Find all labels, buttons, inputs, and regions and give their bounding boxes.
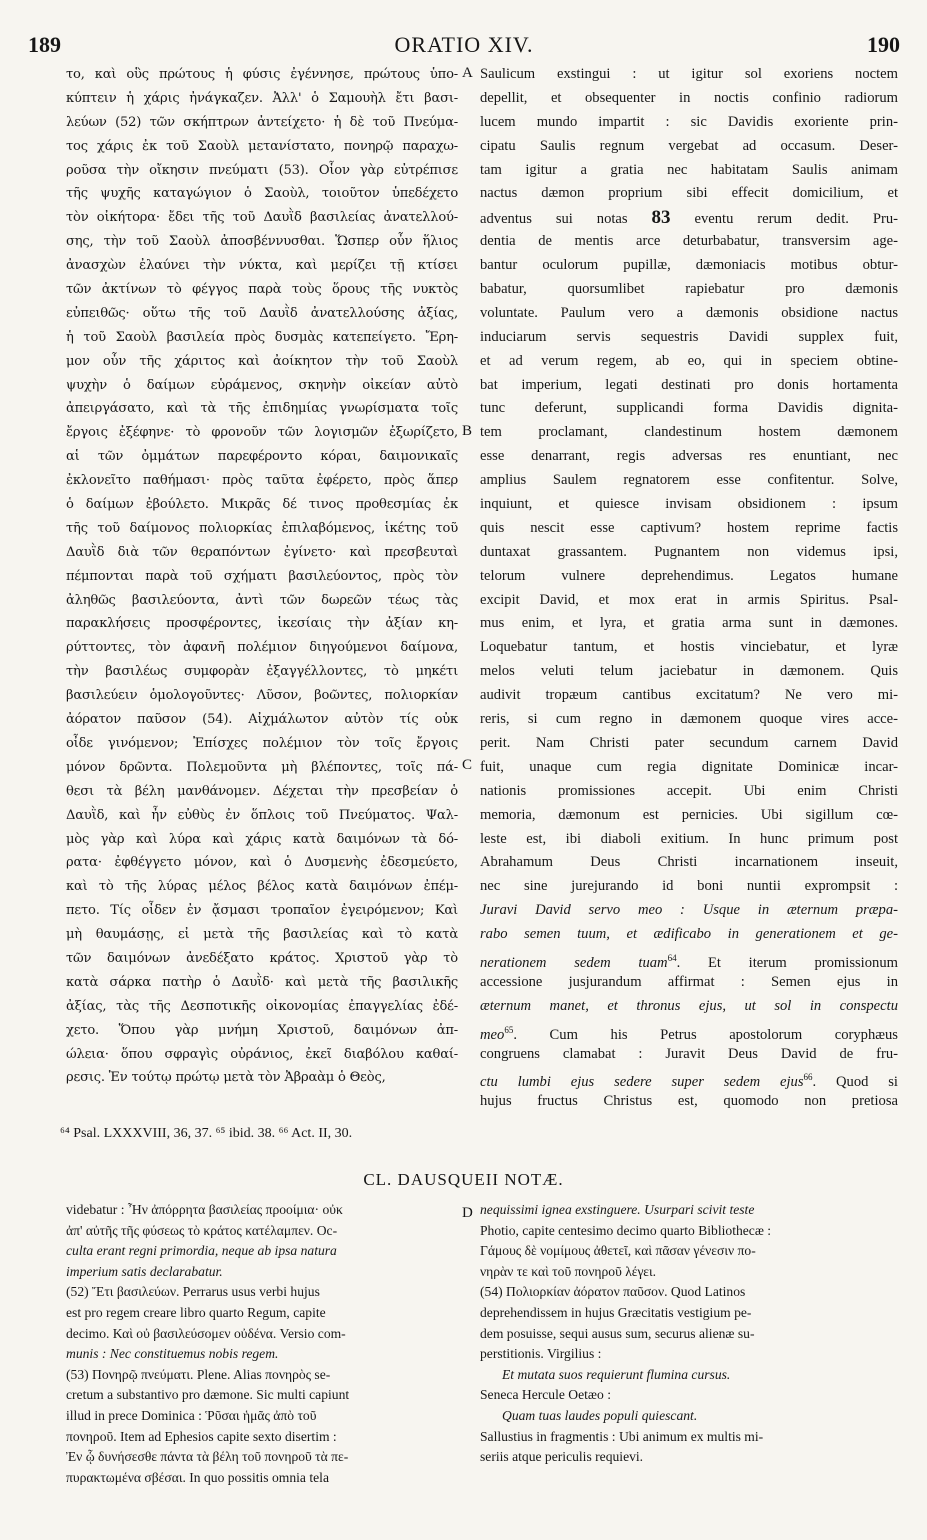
note-line: ἀπ' αὐτῆς τῆς φύσεως τὸ κράτος κατέλαμπεν. Oc- — [66, 1222, 338, 1238]
note-line: Photio, capite centesimo decimo quarto Bibliothecæ : — [480, 1222, 772, 1238]
latin-line — [480, 708, 898, 732]
greek-line: μον οὖν τῆς χάριτος καὶ ἀοίκητον τὴν τοῦ Σαοὺλ — [66, 353, 458, 369]
latin-text: leste est, ibi diaboli exitium. In hunc primum post — [480, 830, 898, 847]
note-line: (54) Πολιορκίαν ἀόρατον παῦσον. Quod Latinos — [480, 1284, 746, 1300]
latin-text: . Et iterum promissionum — [676, 954, 898, 971]
note-line: πονηροῦ. Item ad Ephesios capite sexto disertim : — [66, 1428, 337, 1444]
greek-line: ρύττοντες, τὸν ἀφανῆ πολέμιον διηγούμενοι δαίμονα, — [66, 640, 458, 656]
latin-line — [480, 469, 898, 493]
latin-line — [480, 87, 898, 111]
latin-line — [480, 230, 898, 254]
note-line: nequissimi ignea exstinguere. Usurpari scivit teste — [480, 1202, 755, 1217]
greek-line: ψυχὴν ὁ δαίμων εὑράμενος, σκηνὴν οἰκείαν αὐτὸ — [66, 377, 458, 393]
latin-text: nationis promissiones accepit. Ubi enim Christi — [480, 782, 898, 799]
greek-line: οἶδε γινόμενον; Ἐπίσχες πολέμιον τὸν τοῖς ἔργοις — [66, 735, 458, 751]
greek-line: θεσι τὰ βέλη μανθάνομεν. Δέχεται τὴν πρεσβείαν ὁ — [66, 783, 458, 799]
latin-line — [480, 254, 898, 278]
greek-line: το, καὶ οὓς πρώτους ἡ φύσις ἐγέννησε, πρώτους ὑπο- — [66, 67, 458, 82]
greek-line: ἀόρατον παῦσον (54). Αἰχμάλωτον αὐτὸν τίς οὐκ — [66, 712, 458, 728]
latin-line — [480, 756, 898, 780]
latin-line — [480, 804, 898, 828]
latin-text: audivit tropæum cantibus excitatum? Ne vero mi- — [480, 687, 898, 704]
greek-line: αἱ τῶν ὀμμάτων παρεφέροντο κόραι, δαιμονικαῖς — [66, 449, 458, 465]
greek-line: τῶν δαιμόνων ἀνεδέξατο κράτος. Χριστοῦ γὰρ τὸ — [66, 950, 458, 966]
note-line: Et mutata suos requierunt flumina cursus. — [502, 1366, 731, 1382]
latin-text: Saulicum exstingui : ut igitur sol exoriens noctem — [480, 66, 898, 82]
latin-line — [480, 421, 898, 445]
latin-line — [480, 971, 898, 995]
greek-line: ἀπειργάσατο, καὶ τὰ τῆς ἐπιδημίας γνωρίσματα τοῖς — [66, 401, 458, 417]
latin-text: nec sine jurejurando id boni nuntii exprompsit : — [480, 878, 898, 895]
latin-text: esse denarrant, regis adversas res enuntiant, nec — [480, 448, 898, 465]
greek-line: παρακλήσεις προσφέροντες, ἱκεσίαις τὴν ἀξίαν κη- — [66, 616, 458, 632]
latin-text: induciarum servis sequestris Davidi supplex fuit, — [480, 328, 898, 345]
latin-text: meo — [480, 1026, 505, 1043]
footnote-ref: 64 — [667, 952, 677, 963]
latin-line — [480, 182, 898, 206]
latin-text: tem proclamant, clandestinum hostem dæmonem — [480, 424, 898, 441]
greek-line: βασιλεύειν ὁμολογοῦντες· Λῦσον, βοῶντες, πολιορκίαν — [66, 688, 458, 704]
latin-text: depellit, et obsequenter in noctis confinio radiorum — [480, 89, 898, 106]
greek-line: ἐκλονεῖτο παθήμασι· πρὸς ταῦτα ἐφέρετο, πρὸς ἅπερ — [66, 473, 458, 489]
margin-letter-b: B — [462, 423, 473, 439]
latin-text: amplius Saulem regnatorem esse confitentur. Solve, — [480, 472, 898, 489]
marginal-marker: 83 — [651, 207, 671, 229]
latin-text: Juravi David servo meo : Usque in æternum præpa- — [480, 902, 898, 919]
notes-title: CL. DAUSQUEII NOTÆ. — [363, 1170, 564, 1189]
footnote-ref: 66 — [803, 1072, 813, 1083]
note-line: Seneca Hercule Oetæo : — [480, 1387, 611, 1403]
latin-text: inquiunt, et quiesce invisam obsidionem : ipsum — [480, 496, 898, 513]
greek-line: μὸς γὰρ καὶ λύρα καὶ χάρις κατὰ δαιμόνων τὰ δό- — [66, 831, 458, 847]
latin-text: cipatu Saulis regnum vergebat ad occasum. Deser- — [480, 137, 898, 154]
latin-text: voluntate. Paulum vero a dæmonis obsidione nactus — [480, 304, 898, 321]
note-line: videbatur : Ἦν ἀπόρρητα βασιλείας προοίμια· οὐκ — [66, 1202, 343, 1217]
greek-line: χετο. Ὅπου γὰρ μνήμη Χριστοῦ, δαιμόνων ἀπ- — [66, 1022, 458, 1038]
latin-text-column — [480, 63, 898, 1114]
note-line: Ἐν ᾧ δυνήσεσθε πάντα τὰ βέλη τοῦ πονηροῦ τὰ πε- — [66, 1449, 349, 1465]
latin-text: telorum vulnere deprehendimus. Legatos humane — [480, 567, 898, 584]
latin-text: æternum manet, et thronus ejus, ut sol in conspectu — [480, 997, 898, 1014]
greek-line: ἔργοις ἐξέφηνε· τὸ φρονοῦν τῶν λογισμῶν ἐξωρίζετο, — [66, 425, 458, 441]
latin-text: tunc deferunt, supplicandi forma Davidis dignita- — [480, 400, 898, 417]
note-line: πυρακτωμένα σβέσαι. In quo possitis omnia tela — [66, 1469, 329, 1485]
note-line: est pro regem creare libro quarto Regum, capite — [66, 1304, 326, 1320]
note-line: deprehendissem in hujus Græcitatis vestigium pe- — [480, 1304, 752, 1320]
latin-line — [480, 374, 898, 398]
latin-line — [480, 517, 898, 541]
latin-text: . Quod si — [812, 1074, 898, 1091]
latin-text: adventus sui notas — [480, 211, 628, 228]
latin-line — [480, 541, 898, 565]
footnote-ref: 65 — [504, 1024, 514, 1035]
margin-letter-a: A — [462, 65, 473, 81]
latin-line — [480, 875, 898, 899]
latin-line — [480, 995, 898, 1019]
greek-line: κατὰ σάρκα πατὴρ ὁ Δαυῒδ· καὶ μετὰ τῆς βασιλικῆς — [66, 974, 458, 990]
latin-text: bantur oculorum pupillæ, dæmoniacis motibus obtur- — [480, 257, 898, 274]
latin-line — [480, 732, 898, 756]
greek-line: ώλεια· ὅπου σφραγὶς οὐράνιος, ἐκεῖ διαβόλου καθαί- — [66, 1046, 458, 1062]
latin-text: Loquebatur tantum, et hostis vinciebatur, et lyræ — [480, 639, 898, 656]
greek-line: μὴ θαυμάσῃς, εἰ μετὰ τῆς βασιλείας καὶ τὸ κατὰ — [66, 927, 458, 943]
latin-line — [480, 1043, 898, 1067]
latin-text: quis nescit esse captivum? hostem reprime factis — [480, 519, 898, 536]
greek-line: λεύων (52) τῶν σκήπτρων ἀντείχετο· ἡ δὲ τοῦ Πνεύμα- — [66, 114, 458, 130]
latin-line — [480, 278, 898, 302]
note-line: (52) Ἔτι βασιλεύων. Perrarus usus verbi hujus — [66, 1284, 320, 1300]
greek-line: τος χάρις ἐκ τοῦ Σαοὺλ μετανίστατο, πονηρῷ παραχω- — [66, 138, 458, 154]
latin-line — [480, 923, 898, 947]
latin-line — [480, 899, 898, 923]
margin-letter-d: D — [462, 1205, 473, 1221]
latin-line — [480, 565, 898, 589]
note-line: perstitionis. Virgilius : — [480, 1346, 602, 1362]
latin-text: fuit, unaque cum regia dignitate Dominicæ incar- — [480, 758, 898, 775]
latin-text: dentia de mentis arce deturbabatur, transversim age- — [480, 233, 898, 250]
latin-text: babatur, quorsumlibet rapiebatur pro dæmonis — [480, 281, 898, 298]
page-number-right: 190 — [867, 32, 900, 57]
greek-text-column — [66, 63, 458, 1090]
note-line: culta erant regni primordia, neque ab ipsa natura — [66, 1243, 337, 1259]
greek-line: ροῦσα τὴν οἴκησιν πνεύματι (53). Οἷον γὰρ εὐτρέπισε — [66, 162, 458, 178]
note-line: νηρὰν τε καὶ τοῦ πονηροῦ λέγει. — [480, 1263, 657, 1279]
greek-line: τὸν οἰκήτορα· ἔδει τῆς τοῦ Δαυῒδ βασιλείας ἀνατελλού- — [66, 210, 458, 226]
greek-line: ἀληθῶς βασιλεύοντα, ἀντὶ τῶν δωρεῶν τέως τὰς — [66, 592, 458, 608]
latin-text: et ad verum regem, ab eo, qui in speciem obtine- — [480, 352, 898, 369]
greek-line: τῆς ψυχῆς καταγώγιον ὁ Σαοὺλ, τοιοῦτον ὑπεδέχετο — [66, 186, 458, 202]
greek-line: πετο. Τίς οἶδεν ἐν ᾄσμασι τροπαῖον ἐγειρόμενον; Καὶ — [66, 903, 458, 919]
note-line: munis : Nec constituemus nobis regem. — [66, 1346, 279, 1362]
latin-text: ctu lumbi ejus sedere super sedem ejus — [480, 1074, 804, 1091]
latin-text: perit. Nam Christi pater secundum carnem David — [480, 734, 898, 751]
latin-text: memoria, dæmonum est pernicies. Ubi sigillum cœ- — [480, 806, 898, 823]
greek-line: μόνον δρῶντα. Πολεμοῦντα μὴ βλέποντες, τοῖς πά- — [66, 759, 458, 775]
greek-line: τῆς τοῦ δαίμονος πολιορκίας ἐπιλαβόμενος, ἱκέτης τοῦ — [66, 520, 458, 536]
note-line: cretum a substantivo pro dæmone. Sic multi capiunt — [66, 1387, 350, 1403]
margin-letter-c: C — [462, 757, 473, 773]
latin-text: eventu rerum dedit. Pru- — [694, 211, 898, 228]
latin-text: tam igitur a gratia nec habitatam Saulis animam — [480, 161, 898, 178]
note-line: Γάμους δὲ νομίμους ἀθετεῖ, καὶ πᾶσαν γένεσιν πο- — [480, 1243, 756, 1259]
latin-line — [480, 350, 898, 374]
greek-line: κύπτειν ἡ χάρις ἠνάγκαζεν. Ἀλλ' ὁ Σαμουὴλ ἔτι βασι- — [66, 90, 458, 106]
latin-line — [480, 947, 898, 971]
notes-left-column — [66, 1200, 458, 1488]
latin-line — [480, 111, 898, 135]
latin-text: melos veluti telum jaciebatur in dæmonem. Quis — [480, 663, 898, 680]
note-line: Quam tuas laudes populi quiescant. — [502, 1407, 698, 1423]
latin-line — [480, 780, 898, 804]
greek-line: εὐπειθῶς· οὕτω τῆς τοῦ Δαυῒδ ἀνατελλούσης ἀξίας, — [66, 305, 458, 321]
note-line: seriis atque periculis requievi. — [480, 1449, 644, 1465]
latin-line — [480, 684, 898, 708]
greek-line: ρεσις. Ἐν τούτῳ πρώτῳ μετὰ τὸν Ἀβραὰμ ὁ Θεὸς, — [66, 1070, 386, 1086]
greek-line: ἀξίας, τὰς τῆς Δεσποτικῆς οἰκονομίας ἐπαγγελίας ἐδέ- — [66, 998, 458, 1014]
greek-line: Δαυῒδ διὰ τῶν θεραπόντων ἐγίνετο· καὶ πρεσβευταὶ — [66, 544, 458, 560]
greek-line: ὁ δαίμων ἐβούλετο. Μικρᾶς δέ τινος προθεσμίας ἐκ — [66, 497, 458, 513]
latin-line — [480, 159, 898, 183]
latin-line — [480, 828, 898, 852]
note-line: decimo. Καὶ οὐ βασιλεύσομεν οὐδένα. Versio com- — [66, 1325, 346, 1341]
note-line: Sallustius in fragmentis : Ubi animum ex multis mi- — [480, 1428, 764, 1444]
note-line: imperium satis declarabatur. — [66, 1263, 223, 1279]
footnotes: ⁶⁴ Psal. LXXXVIII, 36, 37. ⁶⁵ ibid. 38. ⁶⁶ Act. II, 30. — [60, 1126, 353, 1141]
latin-line — [480, 1090, 898, 1114]
greek-line: ρατα· ἐφθέγγετο μόνον, καὶ ὁ Δυσμενὴς ἐδεσμεύετο, — [66, 855, 458, 871]
notes-right-column — [480, 1200, 898, 1468]
latin-line — [480, 1019, 898, 1043]
note-line: dem posuisse, sequi ausus sum, securus alienæ su- — [480, 1325, 755, 1341]
latin-text: nactus dæmon proprium sibi effecit domicilium, et — [480, 185, 898, 202]
latin-text: duntaxat grassantem. Pugnantem non videmus ipsi, — [480, 543, 898, 560]
latin-line — [480, 302, 898, 326]
latin-text: mus enim, et lyra, et gratia arma sunt in dæmones. — [480, 615, 898, 632]
latin-line — [480, 326, 898, 350]
latin-text: accessione jusjurandum affirmat : Semen ejus in — [480, 973, 898, 990]
latin-text: reris, si cum regno in dæmonem quoque vires acce- — [480, 711, 898, 728]
latin-line — [480, 397, 898, 421]
latin-line — [480, 612, 898, 636]
latin-line — [480, 1066, 898, 1090]
latin-line — [480, 206, 898, 230]
latin-text: hujus fructus Christus est, quomodo non pretiosa — [480, 1093, 898, 1110]
latin-text: excipit David, et mox erat in armis Spiritus. Psal- — [480, 591, 898, 608]
latin-line — [480, 660, 898, 684]
latin-text: congruens clamabat : Juravit Deus David de fru- — [480, 1045, 898, 1062]
running-title: ORATIO XIV. — [394, 32, 534, 57]
greek-line: τὴν βασιλέως συμφορὰν ἐξαγγέλλοντες, τὸ μηκέτι — [66, 664, 458, 680]
greek-line: ἀνασχὼν ἐλαύνει τὴν νύκτα, καὶ μερίζει τῇ κτίσει — [66, 258, 458, 274]
latin-line — [480, 445, 898, 469]
latin-line — [480, 493, 898, 517]
greek-line: σης, τὴν τοῦ Σαοὺλ ἀποσβέννυσθαι. Ὥσπερ οὖν ἥλιος — [66, 234, 458, 250]
note-line: (53) Πονηρῷ πνεύματι. Plene. Alias πονηρὸς se- — [66, 1366, 331, 1382]
latin-text: . Cum his Petrus apostolorum coryphæus — [513, 1026, 898, 1043]
page-header — [28, 32, 900, 62]
latin-line — [480, 636, 898, 660]
latin-text: bat imperium, legati destinati pro donis hortamenta — [480, 376, 898, 393]
latin-line — [480, 851, 898, 875]
greek-line: ἡ τοῦ Σαοὺλ βασιλεία πρὸς δυσμὰς κατεπείγετο. Ἔρη- — [66, 329, 458, 345]
greek-line: τῶν ἀκτίνων τὸ φέγγος παρὰ τοὺς ὅρους τῆς νυκτὸς — [66, 282, 458, 298]
greek-line: καὶ τὸ τῆς λύρας μέλος βέλος κατὰ δαιμόνων ἐπέμ- — [66, 879, 458, 895]
latin-text: rabo semen tuum, et ædificabo in generationem et ge- — [480, 926, 898, 943]
page-number-left: 189 — [28, 32, 61, 57]
latin-text: Abrahamum Deus Christi incarnationem inseuit, — [480, 854, 898, 871]
latin-line — [480, 135, 898, 159]
note-line: illud in prece Dominica : Ῥῦσαι ἡμᾶς ἀπὸ τοῦ — [66, 1407, 317, 1423]
latin-text: nerationem sedem tuam — [480, 954, 668, 971]
greek-line: πέμπονται παρὰ τοῦ σχήματι βασιλεύοντος, πρὸς τὸν — [66, 568, 458, 584]
greek-line: Δαυῒδ, καὶ ἦν εὐθὺς ἐν ὅπλοις τοῦ Πνεύματος. Ψαλ- — [66, 807, 458, 823]
latin-line — [480, 63, 898, 87]
latin-text: lucem mundo impartit : sic Davidis exoriente prin- — [480, 113, 898, 130]
latin-line — [480, 589, 898, 613]
